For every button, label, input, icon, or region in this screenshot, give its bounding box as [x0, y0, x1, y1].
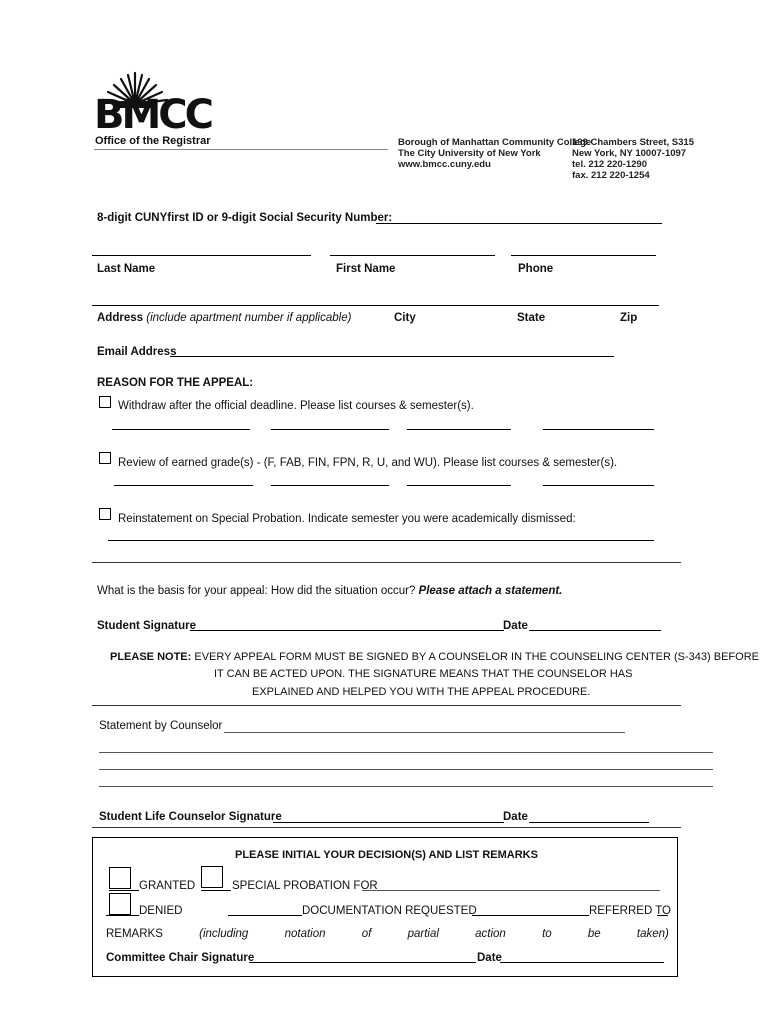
withdraw-course-line-4[interactable]: [543, 429, 654, 430]
special-probation-initial-box[interactable]: [201, 866, 223, 888]
contact-line-3: tel. 212 220-1290: [572, 159, 648, 170]
decision-title: PLEASE INITIAL YOUR DECISION(S) AND LIST REMARKS: [235, 849, 538, 861]
counselor-signature-line[interactable]: [273, 822, 504, 823]
committee-chair-signature-label: Committee Chair Signature: [106, 952, 255, 964]
note-line-1: PLEASE NOTE: EVERY APPEAL FORM MUST BE SIGNED BY A COUNSELOR IN THE COUNSELING CENTER (S-343) BEFORE: [110, 651, 759, 663]
withdraw-course-line-3[interactable]: [407, 429, 511, 430]
college-line-3: www.bmcc.cuny.edu: [398, 159, 491, 170]
committee-chair-signature-line[interactable]: [249, 962, 476, 963]
grade-course-line-4[interactable]: [543, 485, 654, 486]
bmcc-logo-text: BMCC: [94, 92, 212, 138]
denied-initial-box[interactable]: [109, 893, 131, 915]
zip-label: Zip: [620, 312, 638, 324]
referred-label: REFERRED TO: [589, 905, 672, 917]
counselor-statement-line-1[interactable]: [224, 732, 625, 733]
id-input-line[interactable]: [376, 223, 662, 224]
section-divider-2: [92, 705, 681, 706]
withdraw-checkbox[interactable]: [99, 396, 111, 408]
first-name-label: First Name: [336, 263, 396, 275]
student-date-label: Date: [503, 620, 528, 632]
grade-review-option-label: Review of earned grade(s) - (F, FAB, FIN, FPN, R, U, and WU). Please list courses & semester(s).: [118, 457, 618, 469]
first-name-line[interactable]: [330, 255, 495, 256]
withdraw-course-line-2[interactable]: [271, 429, 389, 430]
withdraw-option-label: Withdraw after the official deadline. Please list courses & semester(s).: [118, 400, 474, 412]
denied-label: DENIED: [139, 905, 183, 917]
committee-date-line[interactable]: [500, 962, 664, 963]
contact-line-1: 199 Chambers Street, S315: [572, 137, 694, 148]
state-label: State: [517, 312, 546, 324]
section-divider-3: [92, 827, 681, 828]
college-line-2: The City University of New York: [398, 148, 541, 159]
referred-initial-line[interactable]: [472, 915, 589, 916]
counselor-signature-label: Student Life Counselor Signature: [99, 811, 282, 823]
email-input-line[interactable]: [170, 356, 614, 357]
basis-question: What is the basis for your appeal: How did the situation occur? Please attach a statement.: [97, 585, 563, 597]
phone-line[interactable]: [511, 255, 656, 256]
note-line-2: IT CAN BE ACTED UPON. THE SIGNATURE MEANS THAT THE COUNSELOR HAS: [214, 668, 633, 680]
office-title: Office of the Registrar: [95, 135, 211, 147]
phone-label: Phone: [518, 263, 554, 275]
college-line-1: Borough of Manhattan Community College: [398, 137, 592, 148]
reinstatement-option-label: Reinstatement on Special Probation. Indicate semester you were academically dismissed:: [118, 513, 576, 525]
committee-date-label: Date: [477, 952, 502, 964]
grade-course-line-2[interactable]: [271, 485, 389, 486]
student-signature-label: Student Signature: [97, 620, 197, 632]
counselor-statement-line-3[interactable]: [99, 769, 713, 770]
special-probation-label: SPECIAL PROBATION FOR: [232, 880, 378, 892]
reinstatement-semester-line[interactable]: [108, 540, 654, 541]
counselor-statement-line-2[interactable]: [99, 752, 713, 753]
reinstatement-checkbox[interactable]: [99, 508, 111, 520]
remarks-line: REMARKS (including notation of partial action to be taken): [106, 928, 669, 940]
grade-course-line-1[interactable]: [114, 485, 253, 486]
note-line-3: EXPLAINED AND HELPED YOU WITH THE APPEAL PROCEDURE.: [252, 686, 591, 698]
special-probation-line[interactable]: [362, 890, 660, 891]
last-name-label: Last Name: [97, 263, 156, 275]
counselor-statement-label: Statement by Counselor: [99, 720, 223, 732]
student-signature-line[interactable]: [190, 630, 504, 631]
section-divider-1: [92, 562, 681, 563]
email-label: Email Address: [97, 346, 177, 358]
student-date-line[interactable]: [529, 630, 661, 631]
grade-review-checkbox[interactable]: [99, 452, 111, 464]
counselor-date-line[interactable]: [529, 822, 649, 823]
id-label: 8-digit CUNYfirst ID or 9-digit Social Security Number:: [97, 212, 393, 224]
documentation-initial-line[interactable]: [228, 915, 302, 916]
address-label: Address (include apartment number if applicable): [97, 312, 352, 324]
contact-line-4: fax. 212 220-1254: [572, 170, 650, 181]
grade-course-line-3[interactable]: [407, 485, 511, 486]
last-name-line[interactable]: [92, 255, 311, 256]
documentation-label: DOCUMENTATION REQUESTED: [302, 905, 477, 917]
city-label: City: [394, 312, 416, 324]
withdraw-course-line-1[interactable]: [112, 429, 250, 430]
address-line[interactable]: [92, 305, 659, 306]
granted-label: GRANTED: [139, 880, 196, 892]
counselor-statement-line-4[interactable]: [99, 786, 713, 787]
reason-heading: REASON FOR THE APPEAL:: [97, 377, 254, 389]
granted-initial-box[interactable]: [109, 867, 131, 889]
contact-line-2: New York, NY 10007-1097: [572, 148, 687, 159]
counselor-date-label: Date: [503, 811, 528, 823]
